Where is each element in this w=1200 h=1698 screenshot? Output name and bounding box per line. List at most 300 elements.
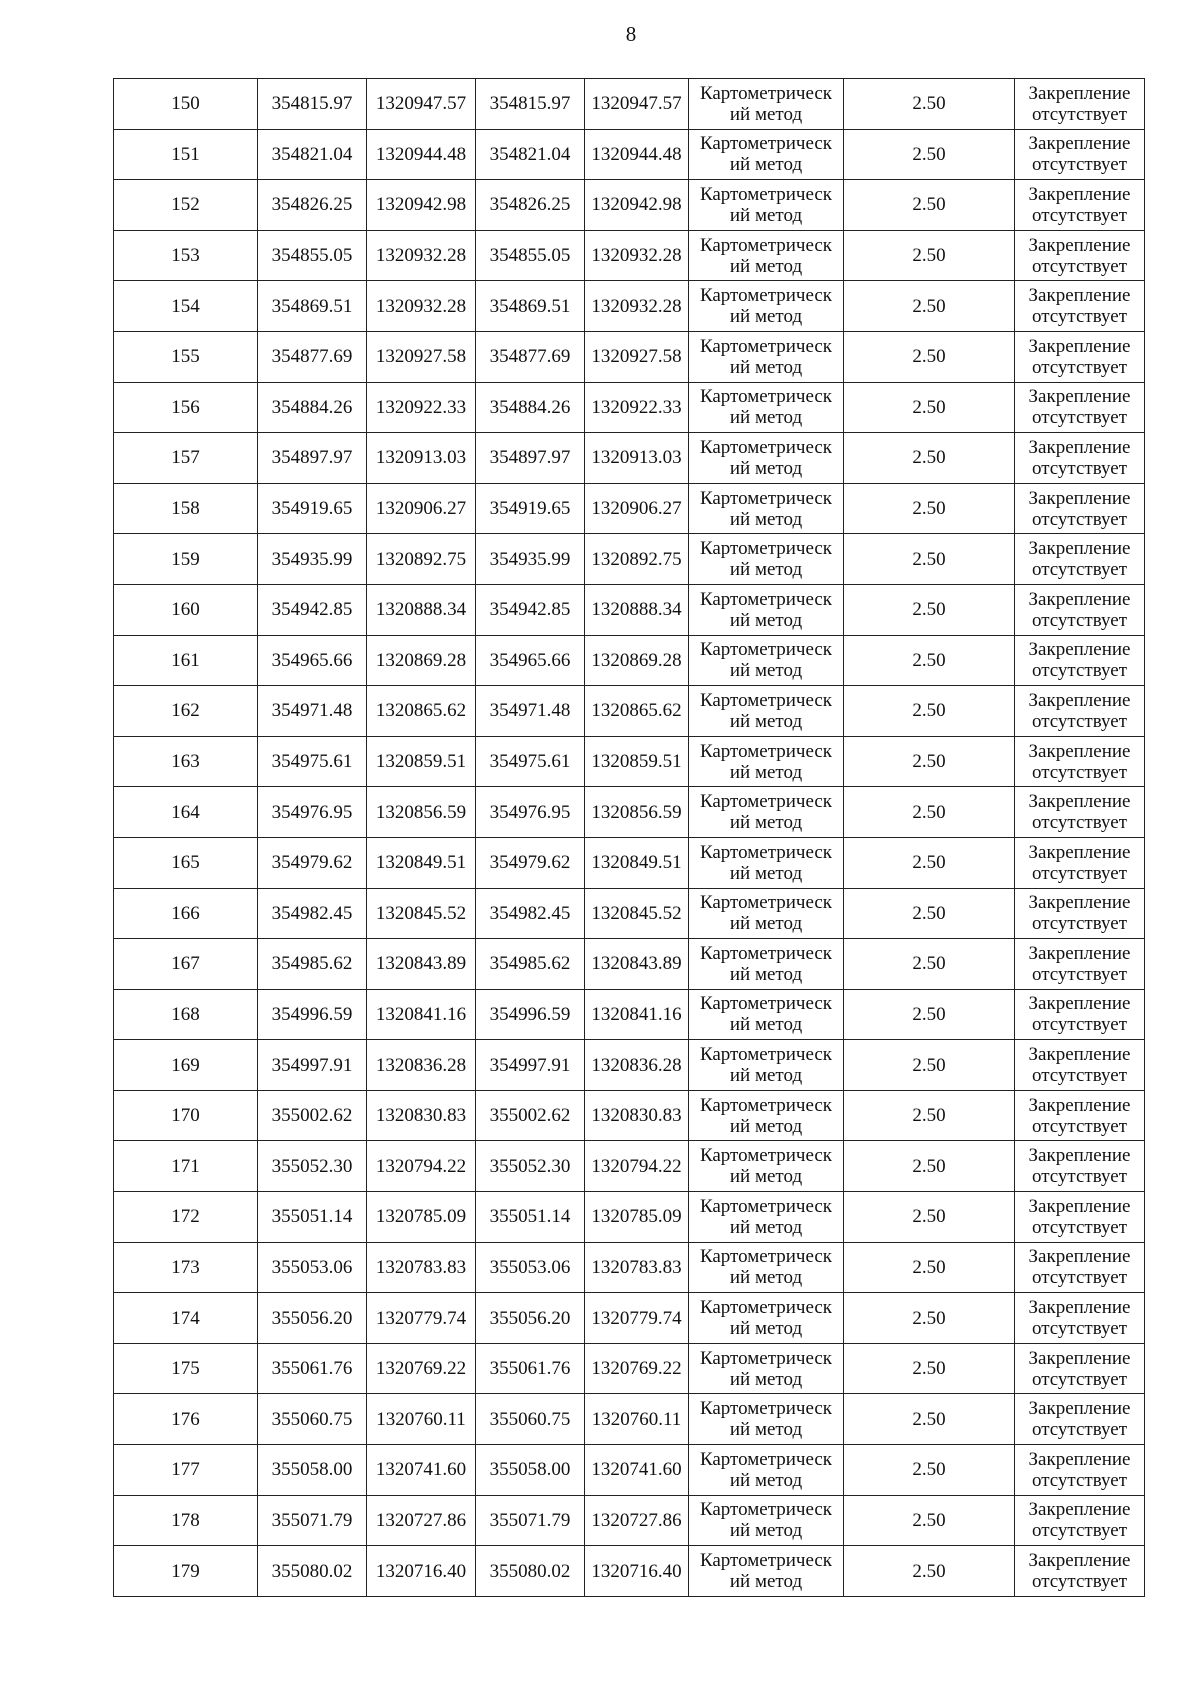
fixation-text-line: Закрепление xyxy=(1028,133,1131,155)
new-x-cell: 354997.91 xyxy=(476,1040,585,1091)
method-text-line: ий метод xyxy=(729,963,803,985)
point-number-cell: 174 xyxy=(114,1293,258,1344)
existing-x-cell: 355052.30 xyxy=(258,1141,367,1192)
new-y-cell: 1320927.58 xyxy=(585,331,689,382)
fixation-cell xyxy=(1015,787,1145,838)
table-row xyxy=(114,79,1145,130)
new-y-cell: 1320942.98 xyxy=(585,180,689,231)
fixation-text-line: Закрепление xyxy=(1028,487,1131,509)
method-cell xyxy=(689,281,844,332)
fixation-text-line: отсутствует xyxy=(1031,103,1128,125)
method-text-line: ий метод xyxy=(729,1115,803,1137)
point-number-cell: 152 xyxy=(114,180,258,231)
existing-y-cell: 1320843.89 xyxy=(367,939,476,990)
method-cell xyxy=(689,635,844,686)
new-y-cell: 1320716.40 xyxy=(585,1546,689,1597)
point-number-cell: 155 xyxy=(114,331,258,382)
method-cell xyxy=(689,433,844,484)
method-text-line: ий метод xyxy=(729,1318,803,1340)
new-x-cell: 355071.79 xyxy=(476,1495,585,1546)
existing-y-cell: 1320783.83 xyxy=(367,1242,476,1293)
table-row xyxy=(114,989,1145,1040)
method-text-line: Картометрическ xyxy=(699,133,833,155)
existing-x-cell: 354942.85 xyxy=(258,584,367,635)
fixation-cell xyxy=(1015,1090,1145,1141)
existing-x-cell: 355053.06 xyxy=(258,1242,367,1293)
method-cell xyxy=(689,180,844,231)
accuracy-cell: 2.50 xyxy=(844,635,1015,686)
method-text-line: ий метод xyxy=(729,356,803,378)
fixation-cell xyxy=(1015,686,1145,737)
new-x-cell: 354982.45 xyxy=(476,888,585,939)
accuracy-cell: 2.50 xyxy=(844,1090,1015,1141)
method-cell xyxy=(689,1495,844,1546)
method-cell xyxy=(689,483,844,534)
new-x-cell: 354942.85 xyxy=(476,584,585,635)
new-y-cell: 1320932.28 xyxy=(585,281,689,332)
fixation-text-line: Закрепление xyxy=(1028,1347,1131,1369)
existing-x-cell: 354884.26 xyxy=(258,382,367,433)
method-cell xyxy=(689,382,844,433)
accuracy-cell: 2.50 xyxy=(844,1394,1015,1445)
existing-y-cell: 1320849.51 xyxy=(367,837,476,888)
table-row xyxy=(114,1040,1145,1091)
new-x-cell: 355051.14 xyxy=(476,1192,585,1243)
point-number-cell: 170 xyxy=(114,1090,258,1141)
new-x-cell: 355053.06 xyxy=(476,1242,585,1293)
method-text-line: Картометрическ xyxy=(699,588,833,610)
new-y-cell: 1320888.34 xyxy=(585,584,689,635)
table-row xyxy=(114,1192,1145,1243)
method-text-line: Картометрическ xyxy=(699,993,833,1015)
method-cell xyxy=(689,1546,844,1597)
accuracy-cell: 2.50 xyxy=(844,79,1015,130)
fixation-cell xyxy=(1015,534,1145,585)
fixation-text-line: Закрепление xyxy=(1028,1499,1131,1521)
method-text-line: Картометрическ xyxy=(699,487,833,509)
method-cell xyxy=(689,230,844,281)
method-cell xyxy=(689,1293,844,1344)
existing-x-cell: 355002.62 xyxy=(258,1090,367,1141)
table-row xyxy=(114,686,1145,737)
fixation-text-line: Закрепление xyxy=(1028,82,1131,104)
method-text-line: ий метод xyxy=(729,1419,803,1441)
existing-y-cell: 1320927.58 xyxy=(367,331,476,382)
accuracy-cell: 2.50 xyxy=(844,736,1015,787)
existing-x-cell: 354997.91 xyxy=(258,1040,367,1091)
fixation-text-line: отсутствует xyxy=(1031,761,1128,783)
accuracy-cell: 2.50 xyxy=(844,129,1015,180)
fixation-text-line: отсутствует xyxy=(1031,154,1128,176)
method-text-line: Картометрическ xyxy=(699,1499,833,1521)
method-cell xyxy=(689,1090,844,1141)
new-y-cell: 1320760.11 xyxy=(585,1394,689,1445)
page-number: 8 xyxy=(625,22,637,46)
method-text-line: Картометрическ xyxy=(699,1044,833,1066)
table-row xyxy=(114,1546,1145,1597)
accuracy-cell: 2.50 xyxy=(844,534,1015,585)
point-number-cell: 166 xyxy=(114,888,258,939)
new-y-cell: 1320845.52 xyxy=(585,888,689,939)
new-y-cell: 1320836.28 xyxy=(585,1040,689,1091)
existing-y-cell: 1320841.16 xyxy=(367,989,476,1040)
method-text-line: ий метод xyxy=(729,154,803,176)
fixation-text-line: отсутствует xyxy=(1031,508,1128,530)
point-number-cell: 167 xyxy=(114,939,258,990)
fixation-text-line: Закрепление xyxy=(1028,1448,1131,1470)
accuracy-cell: 2.50 xyxy=(844,433,1015,484)
new-y-cell: 1320922.33 xyxy=(585,382,689,433)
accuracy-cell: 2.50 xyxy=(844,281,1015,332)
existing-y-cell: 1320932.28 xyxy=(367,281,476,332)
fixation-text-line: отсутствует xyxy=(1031,862,1128,884)
method-text-line: ий метод xyxy=(729,1267,803,1289)
accuracy-cell: 2.50 xyxy=(844,1040,1015,1091)
new-y-cell: 1320783.83 xyxy=(585,1242,689,1293)
method-text-line: Картометрическ xyxy=(699,1246,833,1268)
fixation-text-line: отсутствует xyxy=(1031,1267,1128,1289)
accuracy-cell: 2.50 xyxy=(844,1141,1015,1192)
fixation-text-line: Закрепление xyxy=(1028,588,1131,610)
existing-x-cell: 354965.66 xyxy=(258,635,367,686)
new-y-cell: 1320947.57 xyxy=(585,79,689,130)
point-number-cell: 177 xyxy=(114,1445,258,1496)
method-cell xyxy=(689,686,844,737)
new-y-cell: 1320779.74 xyxy=(585,1293,689,1344)
existing-y-cell: 1320942.98 xyxy=(367,180,476,231)
existing-x-cell: 355071.79 xyxy=(258,1495,367,1546)
existing-y-cell: 1320922.33 xyxy=(367,382,476,433)
method-cell xyxy=(689,1394,844,1445)
existing-y-cell: 1320913.03 xyxy=(367,433,476,484)
fixation-text-line: Закрепление xyxy=(1028,335,1131,357)
new-x-cell: 355061.76 xyxy=(476,1343,585,1394)
accuracy-cell: 2.50 xyxy=(844,787,1015,838)
existing-y-cell: 1320769.22 xyxy=(367,1343,476,1394)
method-cell xyxy=(689,989,844,1040)
fixation-cell xyxy=(1015,635,1145,686)
method-text-line: Картометрическ xyxy=(699,1297,833,1319)
table-row xyxy=(114,939,1145,990)
existing-y-cell: 1320865.62 xyxy=(367,686,476,737)
accuracy-cell: 2.50 xyxy=(844,1546,1015,1597)
accuracy-cell: 2.50 xyxy=(844,230,1015,281)
existing-x-cell: 354877.69 xyxy=(258,331,367,382)
fixation-cell xyxy=(1015,584,1145,635)
point-number-cell: 169 xyxy=(114,1040,258,1091)
accuracy-cell: 2.50 xyxy=(844,331,1015,382)
fixation-text-line: Закрепление xyxy=(1028,639,1131,661)
fixation-cell xyxy=(1015,939,1145,990)
method-text-line: ий метод xyxy=(729,457,803,479)
fixation-text-line: отсутствует xyxy=(1031,1469,1128,1491)
table-row xyxy=(114,584,1145,635)
new-x-cell: 355058.00 xyxy=(476,1445,585,1496)
new-y-cell: 1320849.51 xyxy=(585,837,689,888)
existing-y-cell: 1320856.59 xyxy=(367,787,476,838)
accuracy-cell: 2.50 xyxy=(844,989,1015,1040)
point-number-cell: 158 xyxy=(114,483,258,534)
accuracy-cell: 2.50 xyxy=(844,180,1015,231)
accuracy-cell: 2.50 xyxy=(844,1343,1015,1394)
fixation-cell xyxy=(1015,1242,1145,1293)
table-row xyxy=(114,1394,1145,1445)
existing-x-cell: 354985.62 xyxy=(258,939,367,990)
accuracy-cell: 2.50 xyxy=(844,1192,1015,1243)
existing-x-cell: 354855.05 xyxy=(258,230,367,281)
method-cell xyxy=(689,1141,844,1192)
fixation-text-line: Закрепление xyxy=(1028,1398,1131,1420)
existing-x-cell: 354982.45 xyxy=(258,888,367,939)
new-x-cell: 354976.95 xyxy=(476,787,585,838)
point-number-cell: 153 xyxy=(114,230,258,281)
method-text-line: ий метод xyxy=(729,609,803,631)
fixation-text-line: Закрепление xyxy=(1028,942,1131,964)
fixation-cell xyxy=(1015,1394,1145,1445)
fixation-text-line: Закрепление xyxy=(1028,1195,1131,1217)
fixation-text-line: отсутствует xyxy=(1031,356,1128,378)
method-text-line: ий метод xyxy=(729,559,803,581)
new-y-cell: 1320830.83 xyxy=(585,1090,689,1141)
fixation-text-line: Закрепление xyxy=(1028,1094,1131,1116)
new-y-cell: 1320794.22 xyxy=(585,1141,689,1192)
existing-x-cell: 354821.04 xyxy=(258,129,367,180)
point-number-cell: 179 xyxy=(114,1546,258,1597)
fixation-text-line: Закрепление xyxy=(1028,183,1131,205)
fixation-text-line: отсутствует xyxy=(1031,660,1128,682)
method-text-line: ий метод xyxy=(729,761,803,783)
new-x-cell: 354979.62 xyxy=(476,837,585,888)
new-x-cell: 354971.48 xyxy=(476,686,585,737)
accuracy-cell: 2.50 xyxy=(844,382,1015,433)
fixation-cell xyxy=(1015,382,1145,433)
method-cell xyxy=(689,1192,844,1243)
point-number-cell: 164 xyxy=(114,787,258,838)
new-y-cell: 1320859.51 xyxy=(585,736,689,787)
method-cell xyxy=(689,1040,844,1091)
fixation-cell xyxy=(1015,331,1145,382)
fixation-text-line: отсутствует xyxy=(1031,710,1128,732)
method-cell xyxy=(689,888,844,939)
fixation-cell xyxy=(1015,281,1145,332)
fixation-text-line: отсутствует xyxy=(1031,1571,1128,1593)
point-number-cell: 178 xyxy=(114,1495,258,1546)
method-text-line: ий метод xyxy=(729,306,803,328)
existing-y-cell: 1320932.28 xyxy=(367,230,476,281)
new-x-cell: 355060.75 xyxy=(476,1394,585,1445)
fixation-text-line: отсутствует xyxy=(1031,204,1128,226)
table-row xyxy=(114,331,1145,382)
method-text-line: ий метод xyxy=(729,407,803,429)
fixation-cell xyxy=(1015,129,1145,180)
fixation-cell xyxy=(1015,433,1145,484)
new-y-cell: 1320741.60 xyxy=(585,1445,689,1496)
new-x-cell: 354815.97 xyxy=(476,79,585,130)
existing-y-cell: 1320906.27 xyxy=(367,483,476,534)
existing-x-cell: 354935.99 xyxy=(258,534,367,585)
table-row xyxy=(114,1343,1145,1394)
new-y-cell: 1320727.86 xyxy=(585,1495,689,1546)
method-text-line: Картометрическ xyxy=(699,234,833,256)
existing-y-cell: 1320836.28 xyxy=(367,1040,476,1091)
existing-y-cell: 1320944.48 xyxy=(367,129,476,180)
method-cell xyxy=(689,1242,844,1293)
method-cell xyxy=(689,837,844,888)
method-text-line: Картометрическ xyxy=(699,1145,833,1167)
method-text-line: Картометрическ xyxy=(699,1398,833,1420)
new-y-cell: 1320856.59 xyxy=(585,787,689,838)
fixation-text-line: Закрепление xyxy=(1028,285,1131,307)
accuracy-cell: 2.50 xyxy=(844,584,1015,635)
table-row xyxy=(114,1293,1145,1344)
new-x-cell: 355080.02 xyxy=(476,1546,585,1597)
existing-x-cell: 354971.48 xyxy=(258,686,367,737)
fixation-cell xyxy=(1015,888,1145,939)
fixation-text-line: отсутствует xyxy=(1031,1014,1128,1036)
fixation-cell xyxy=(1015,837,1145,888)
fixation-text-line: отсутствует xyxy=(1031,407,1128,429)
fixation-text-line: отсутствует xyxy=(1031,1520,1128,1542)
table-row xyxy=(114,129,1145,180)
point-number-cell: 157 xyxy=(114,433,258,484)
existing-x-cell: 354826.25 xyxy=(258,180,367,231)
existing-x-cell: 354979.62 xyxy=(258,837,367,888)
fixation-cell xyxy=(1015,736,1145,787)
point-number-cell: 176 xyxy=(114,1394,258,1445)
method-cell xyxy=(689,79,844,130)
point-number-cell: 156 xyxy=(114,382,258,433)
fixation-text-line: отсутствует xyxy=(1031,1065,1128,1087)
fixation-text-line: Закрепление xyxy=(1028,740,1131,762)
fixation-cell xyxy=(1015,1040,1145,1091)
point-number-cell: 154 xyxy=(114,281,258,332)
method-text-line: Картометрическ xyxy=(699,639,833,661)
method-cell xyxy=(689,1343,844,1394)
fixation-text-line: отсутствует xyxy=(1031,1115,1128,1137)
fixation-text-line: Закрепление xyxy=(1028,386,1131,408)
method-text-line: ий метод xyxy=(729,1571,803,1593)
fixation-cell xyxy=(1015,1192,1145,1243)
table-row xyxy=(114,1090,1145,1141)
fixation-text-line: Закрепление xyxy=(1028,436,1131,458)
table-row xyxy=(114,483,1145,534)
new-y-cell: 1320843.89 xyxy=(585,939,689,990)
point-number-cell: 151 xyxy=(114,129,258,180)
existing-x-cell: 355060.75 xyxy=(258,1394,367,1445)
point-number-cell: 168 xyxy=(114,989,258,1040)
new-y-cell: 1320841.16 xyxy=(585,989,689,1040)
existing-x-cell: 355051.14 xyxy=(258,1192,367,1243)
accuracy-cell: 2.50 xyxy=(844,1445,1015,1496)
method-text-line: Картометрическ xyxy=(699,1195,833,1217)
existing-x-cell: 355080.02 xyxy=(258,1546,367,1597)
fixation-cell xyxy=(1015,1293,1145,1344)
table-row xyxy=(114,1242,1145,1293)
existing-x-cell: 355056.20 xyxy=(258,1293,367,1344)
method-cell xyxy=(689,736,844,787)
table-row xyxy=(114,534,1145,585)
fixation-cell xyxy=(1015,1495,1145,1546)
fixation-text-line: отсутствует xyxy=(1031,1419,1128,1441)
existing-y-cell: 1320892.75 xyxy=(367,534,476,585)
point-number-cell: 159 xyxy=(114,534,258,585)
fixation-text-line: Закрепление xyxy=(1028,1145,1131,1167)
method-cell xyxy=(689,534,844,585)
fixation-text-line: отсутствует xyxy=(1031,457,1128,479)
table-row xyxy=(114,230,1145,281)
fixation-cell xyxy=(1015,1445,1145,1496)
point-number-cell: 172 xyxy=(114,1192,258,1243)
accuracy-cell: 2.50 xyxy=(844,1293,1015,1344)
new-x-cell: 354869.51 xyxy=(476,281,585,332)
table-row xyxy=(114,382,1145,433)
new-y-cell: 1320906.27 xyxy=(585,483,689,534)
fixation-text-line: отсутствует xyxy=(1031,1166,1128,1188)
point-number-cell: 163 xyxy=(114,736,258,787)
existing-x-cell: 354975.61 xyxy=(258,736,367,787)
method-text-line: ий метод xyxy=(729,913,803,935)
new-x-cell: 354884.26 xyxy=(476,382,585,433)
accuracy-cell: 2.50 xyxy=(844,1495,1015,1546)
fixation-text-line: отсутствует xyxy=(1031,812,1128,834)
fixation-cell xyxy=(1015,79,1145,130)
new-x-cell: 354975.61 xyxy=(476,736,585,787)
existing-y-cell: 1320741.60 xyxy=(367,1445,476,1496)
new-x-cell: 355002.62 xyxy=(476,1090,585,1141)
accuracy-cell: 2.50 xyxy=(844,1242,1015,1293)
existing-x-cell: 355058.00 xyxy=(258,1445,367,1496)
new-y-cell: 1320865.62 xyxy=(585,686,689,737)
method-cell xyxy=(689,787,844,838)
new-x-cell: 354821.04 xyxy=(476,129,585,180)
point-number-cell: 150 xyxy=(114,79,258,130)
new-x-cell: 354826.25 xyxy=(476,180,585,231)
method-text-line: ий метод xyxy=(729,862,803,884)
existing-y-cell: 1320947.57 xyxy=(367,79,476,130)
method-text-line: Картометрическ xyxy=(699,1094,833,1116)
method-text-line: Картометрическ xyxy=(699,386,833,408)
existing-y-cell: 1320727.86 xyxy=(367,1495,476,1546)
existing-y-cell: 1320869.28 xyxy=(367,635,476,686)
method-text-line: Картометрическ xyxy=(699,538,833,560)
method-text-line: ий метод xyxy=(729,204,803,226)
new-y-cell: 1320932.28 xyxy=(585,230,689,281)
fixation-text-line: отсутствует xyxy=(1031,306,1128,328)
point-number-cell: 165 xyxy=(114,837,258,888)
coordinates-table-body xyxy=(114,79,1145,1597)
new-x-cell: 354996.59 xyxy=(476,989,585,1040)
point-number-cell: 162 xyxy=(114,686,258,737)
fixation-text-line: Закрепление xyxy=(1028,1246,1131,1268)
fixation-text-line: отсутствует xyxy=(1031,255,1128,277)
new-y-cell: 1320892.75 xyxy=(585,534,689,585)
new-y-cell: 1320944.48 xyxy=(585,129,689,180)
new-x-cell: 354877.69 xyxy=(476,331,585,382)
table-row xyxy=(114,433,1145,484)
existing-y-cell: 1320888.34 xyxy=(367,584,476,635)
fixation-text-line: отсутствует xyxy=(1031,1318,1128,1340)
point-number-cell: 175 xyxy=(114,1343,258,1394)
point-number-cell: 173 xyxy=(114,1242,258,1293)
new-y-cell: 1320869.28 xyxy=(585,635,689,686)
method-text-line: Картометрическ xyxy=(699,841,833,863)
new-x-cell: 354855.05 xyxy=(476,230,585,281)
method-text-line: ий метод xyxy=(729,255,803,277)
method-text-line: Картометрическ xyxy=(699,1347,833,1369)
method-text-line: ий метод xyxy=(729,1216,803,1238)
fixation-text-line: отсутствует xyxy=(1031,913,1128,935)
method-cell xyxy=(689,1445,844,1496)
